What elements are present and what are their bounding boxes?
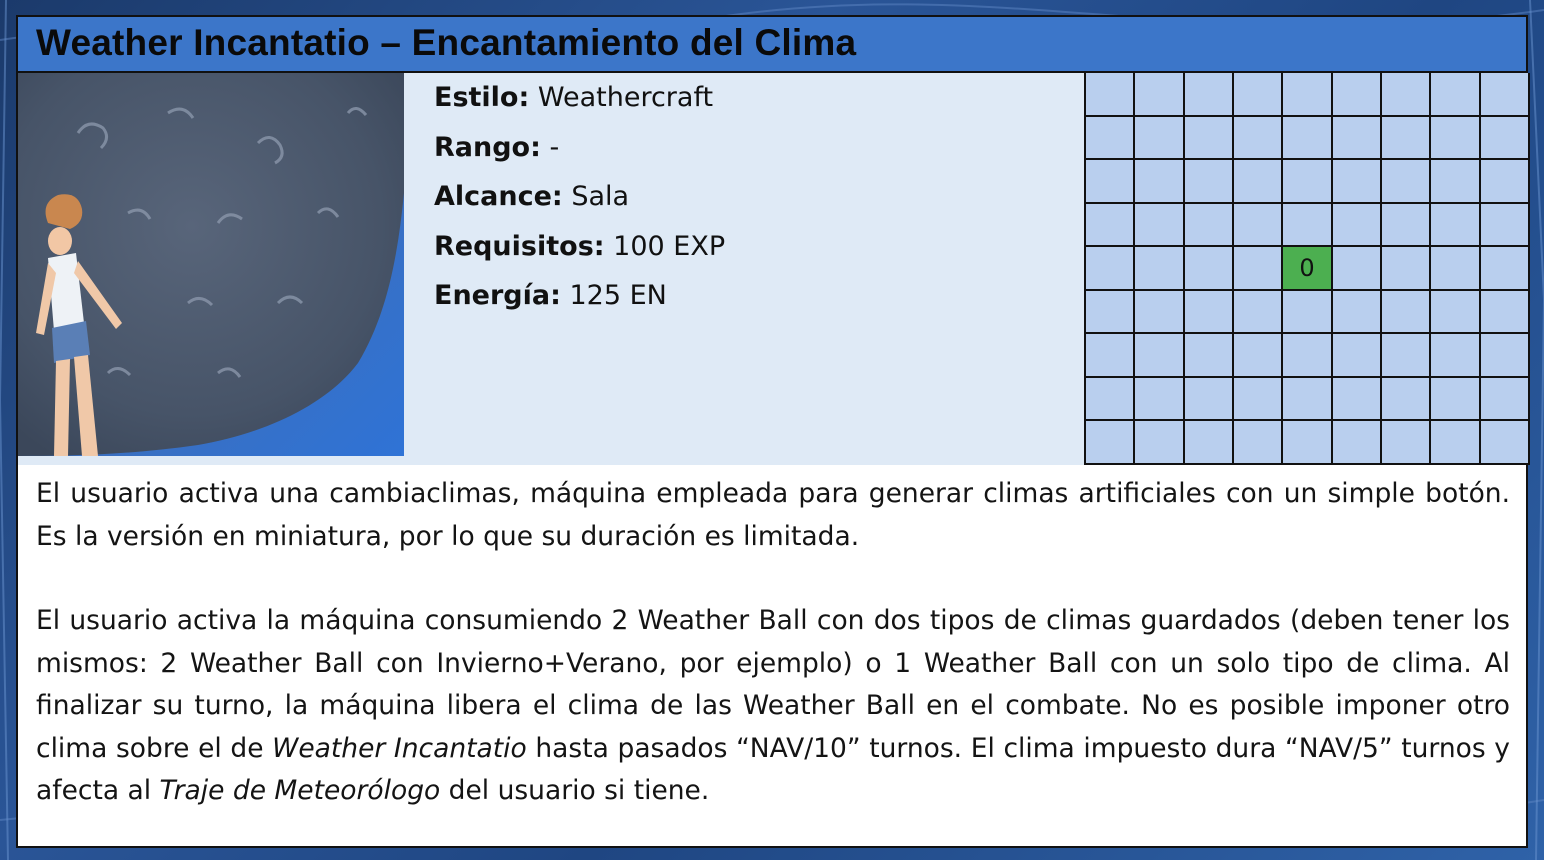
grid-cell [1431,117,1480,161]
stat-value: Weathercraft [537,82,714,113]
grid-cell [1333,117,1382,161]
description-paragraph-2 [36,600,1510,813]
grid-cell [1135,73,1184,117]
stat-label: Rango: [434,131,541,163]
stat-value: - [549,131,560,163]
grid-cell [1431,73,1480,117]
grid-cell [1333,247,1382,291]
range-grid [1084,73,1530,465]
grid-cell [1086,421,1135,465]
grid-cell [1234,291,1283,335]
grid-cell [1283,117,1332,161]
grid-cell [1086,73,1135,117]
grid-cell [1431,378,1480,422]
grid-cell [1234,378,1283,422]
grid-cell [1431,160,1480,204]
grid-cell [1135,160,1184,204]
stat-label: Requisitos: [434,230,605,262]
description-paragraph-1: El usuario activa una cambiaclimas, máquina empleada para generar climas artificiales con un simple botón. Es la versión en miniatura, por lo que su duración es limitada. [36,478,1510,552]
grid-cell [1185,117,1234,161]
grid-cell [1086,378,1135,422]
grid-cell [1185,378,1234,422]
grid-cell [1283,334,1332,378]
info-panel [18,73,1526,465]
grid-cell [1431,247,1480,291]
grid-cell [1382,73,1431,117]
grid-cell [1234,204,1283,248]
grid-cell [1333,204,1382,248]
stat-estilo [434,79,725,129]
grid-cell [1431,291,1480,335]
grid-cell [1382,378,1431,422]
grid-cell [1234,117,1283,161]
grid-cell [1382,421,1431,465]
grid-cell [1333,73,1382,117]
item-name-italic: Traje de Meteorólogo [159,775,441,806]
grid-cell [1234,160,1283,204]
grid-cell [1382,204,1431,248]
grid-cell [1481,247,1530,291]
grid-cell [1431,204,1480,248]
technique-description [36,473,1510,855]
grid-cell [1086,247,1135,291]
grid-cell [1185,247,1234,291]
stat-alcance [434,178,725,228]
grid-cell [1481,160,1530,204]
grid-cell-origin: 0 [1283,247,1332,291]
technique-illustration [18,73,404,456]
grid-cell [1333,421,1382,465]
grid-cell [1333,291,1382,335]
grid-cell [1086,334,1135,378]
description-text: El usuario activa la máquina consumiendo 2 Weather Ball con dos tipos de climas guardados (deben tener los mismos: 2 Weather Ball con Invierno+Verano, por ejemplo) o 1 Weather Ball con un solo tipo de clima. Al finalizar su turno, la máquina libera el clima de las Weather Ball en el combate. No es posible imponer otro clima sobre el de [36,605,1510,764]
grid-cell [1283,204,1332,248]
grid-cell [1086,117,1135,161]
grid-cell [1086,160,1135,204]
stat-value: 125 EN [569,280,667,311]
stat-label: Estilo: [434,82,530,113]
grid-cell [1086,291,1135,335]
technique-name-italic: Weather Incantatio [272,732,527,764]
grid-cell [1234,421,1283,465]
grid-cell [1481,291,1530,335]
grid-cell [1481,334,1530,378]
title-bar [18,17,1526,73]
stat-value: 100 EXP [613,230,726,262]
storm-cloud-image [18,73,404,456]
stat-energia [434,277,725,327]
grid-cell [1382,247,1431,291]
stat-rango [434,129,725,179]
grid-cell [1185,204,1234,248]
grid-cell [1382,160,1431,204]
grid-cell [1234,247,1283,291]
grid-cell [1283,291,1332,335]
grid-cell [1234,334,1283,378]
grid-cell [1431,334,1480,378]
grid-cell [1333,378,1382,422]
grid-cell [1283,160,1332,204]
grid-cell [1185,421,1234,465]
grid-cell [1481,421,1530,465]
grid-cell [1135,378,1184,422]
stat-value: Sala [571,181,630,212]
grid-cell [1481,73,1530,117]
description-text: del usuario si tiene. [440,775,710,806]
grid-cell [1481,204,1530,248]
technique-title: Weather Incantatio – Encantamiento del Clima [36,22,857,63]
grid-cell [1283,378,1332,422]
grid-cell [1431,421,1480,465]
grid-cell [1086,204,1135,248]
grid-cell [1283,73,1332,117]
grid-cell [1382,291,1431,335]
grid-cell [1185,160,1234,204]
grid-cell [1135,247,1184,291]
grid-cell [1283,421,1332,465]
technique-card [16,15,1528,848]
grid-cell [1382,334,1431,378]
grid-cell [1185,334,1234,378]
grid-cell [1382,117,1431,161]
grid-cell [1135,421,1184,465]
grid-cell [1135,117,1184,161]
grid-cell [1135,291,1184,335]
technique-stats [434,79,725,327]
grid-cell [1333,334,1382,378]
grid-cell [1185,73,1234,117]
description-text: hasta pasados “NAV/10” turnos. El clima impuesto dura “NAV/5” turnos y afecta al [36,732,1510,806]
stat-requisitos [434,228,725,278]
grid-cell [1481,378,1530,422]
stat-label: Alcance: [434,181,563,212]
stat-label: Energía: [434,280,561,311]
grid-cell [1234,73,1283,117]
grid-cell [1333,160,1382,204]
grid-cell [1481,117,1530,161]
grid-cell [1185,291,1234,335]
grid-cell [1135,334,1184,378]
grid-cell [1135,204,1184,248]
